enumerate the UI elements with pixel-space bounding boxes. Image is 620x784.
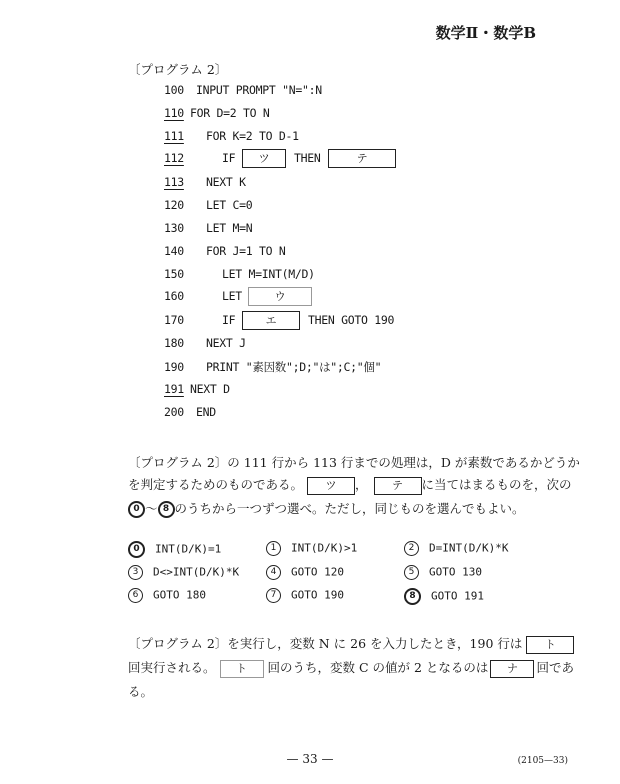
question2-text: 回実行される。 — [128, 660, 216, 675]
answer-box-te[interactable]: テ — [374, 477, 422, 495]
page-header-title: 数学Ⅱ・数学B — [435, 24, 536, 42]
choice-mark-0-icon: 0 — [128, 501, 145, 518]
choice-mark-icon: 5 — [404, 565, 419, 580]
code-line-191 — [164, 382, 230, 396]
code-line-190 — [164, 359, 381, 375]
line-number: 190 — [164, 360, 184, 374]
answer-box-tsu[interactable]: ツ — [242, 149, 286, 168]
code-line-112 — [164, 149, 396, 168]
question1-line2 — [128, 475, 572, 495]
answer-box-te[interactable]: テ — [328, 149, 396, 168]
question1-text: に当てはまるものを，次の — [421, 477, 572, 492]
line-number: 200 — [164, 405, 184, 419]
line-number: 110 — [164, 106, 184, 120]
code-text: NEXT J — [206, 336, 246, 350]
line-number: 160 — [164, 289, 184, 303]
code-line-160 — [164, 287, 312, 306]
program-title: 〔プログラム 2〕 — [128, 62, 228, 77]
line-number: 191 — [164, 382, 184, 396]
question2-text: 回であ — [536, 660, 574, 675]
answer-box-u[interactable]: ウ — [248, 287, 312, 306]
question2-line2 — [128, 658, 574, 678]
choice-mark-icon: 7 — [266, 588, 281, 603]
document-code: (2105—33) — [517, 756, 568, 766]
question1-line3 — [128, 499, 525, 518]
choice-4[interactable] — [266, 565, 344, 580]
code-text: LET M=INT(M/D) — [222, 267, 315, 281]
code-line-150 — [164, 267, 315, 281]
question1-text: のうちから一つずつ選べ。ただし，同じものを選んでもよい。 — [174, 501, 525, 516]
code-line-200 — [164, 405, 216, 419]
code-line-180 — [164, 336, 246, 350]
code-keyword-if: IF — [222, 151, 236, 165]
choice-3[interactable] — [128, 565, 239, 580]
code-line-120 — [164, 198, 252, 212]
line-number: 180 — [164, 336, 184, 350]
code-line-100 — [164, 83, 322, 97]
code-line-113 — [164, 175, 246, 189]
code-text: LET C=0 — [206, 198, 253, 212]
code-text: LET M=N — [206, 221, 253, 235]
answer-box-tsu[interactable]: ツ — [307, 477, 355, 495]
choice-mark-icon: 6 — [128, 588, 143, 603]
choice-text: INT(D/K)>1 — [291, 541, 358, 555]
separator: ， — [355, 477, 368, 492]
code-line-140 — [164, 244, 285, 258]
code-text: THEN GOTO 190 — [308, 313, 395, 327]
answer-box-e[interactable]: エ — [242, 311, 300, 330]
answer-box-to[interactable]: ト — [526, 636, 574, 654]
line-number: 130 — [164, 221, 184, 235]
choice-text: GOTO 190 — [291, 588, 344, 602]
code-keyword-let: LET — [222, 289, 242, 303]
question1-text: を判定するためのものである。 — [128, 477, 304, 492]
code-text: NEXT D — [190, 382, 230, 396]
range-tilde: 〜 — [145, 501, 158, 516]
code-text: INPUT PROMPT "N=":N — [196, 83, 322, 97]
choice-8[interactable] — [404, 588, 484, 605]
line-number: 150 — [164, 267, 184, 281]
choice-mark-icon: 2 — [404, 541, 419, 556]
code-text: NEXT K — [206, 175, 246, 189]
code-text: END — [196, 405, 216, 419]
choice-mark-icon: 4 — [266, 565, 281, 580]
code-line-111 — [164, 129, 299, 143]
choice-1[interactable] — [266, 541, 357, 556]
question2-line1 — [128, 634, 574, 654]
code-keyword-if: IF — [222, 313, 236, 327]
line-number: 120 — [164, 198, 184, 212]
code-line-110 — [164, 106, 269, 120]
answer-box-to[interactable]: ト — [220, 660, 264, 678]
choice-0[interactable] — [128, 541, 221, 558]
page-number: — 33 — — [286, 752, 334, 766]
choice-6[interactable] — [128, 588, 206, 603]
line-number: 100 — [164, 83, 184, 97]
line-number: 111 — [164, 129, 184, 143]
code-line-170 — [164, 311, 394, 330]
choice-text: GOTO 191 — [431, 589, 484, 603]
code-line-130 — [164, 221, 252, 235]
code-text: FOR K=2 TO D-1 — [206, 129, 299, 143]
choice-5[interactable] — [404, 565, 482, 580]
line-number: 112 — [164, 151, 184, 165]
choice-mark-8-icon: 8 — [158, 501, 175, 518]
choice-7[interactable] — [266, 588, 344, 603]
code-text: FOR D=2 TO N — [190, 106, 270, 120]
choice-text: GOTO 120 — [291, 565, 344, 579]
choice-mark-icon: 0 — [128, 541, 145, 558]
choice-mark-icon: 8 — [404, 588, 421, 605]
code-text: FOR J=1 TO N — [206, 244, 286, 258]
code-text: PRINT "素因数";D;"は";C;"個" — [206, 360, 382, 374]
choice-mark-icon: 3 — [128, 565, 143, 580]
question2-text: 回のうち，変数 C の値が 2 となるのは — [267, 660, 489, 675]
question2-text: 〔プログラム 2〕を実行し，変数 N に 26 を入力したとき，190 行は — [128, 636, 523, 651]
choice-mark-icon: 1 — [266, 541, 281, 556]
answer-box-na[interactable]: ナ — [490, 660, 534, 678]
code-keyword-then: THEN — [294, 151, 321, 165]
question1-line1: 〔プログラム 2〕の 111 行から 113 行までの処理は，D が素数であるかどうか — [128, 455, 580, 470]
line-number: 170 — [164, 313, 184, 327]
choice-text: GOTO 180 — [153, 588, 206, 602]
line-number: 113 — [164, 175, 184, 189]
choice-text: GOTO 130 — [429, 565, 482, 579]
line-number: 140 — [164, 244, 184, 258]
choice-text: D<>INT(D/K)*K — [153, 565, 240, 579]
choice-text: INT(D/K)=1 — [155, 542, 222, 556]
choice-2[interactable] — [404, 541, 508, 556]
question2-line3: る。 — [128, 684, 154, 699]
choice-text: D=INT(D/K)*K — [429, 541, 509, 555]
